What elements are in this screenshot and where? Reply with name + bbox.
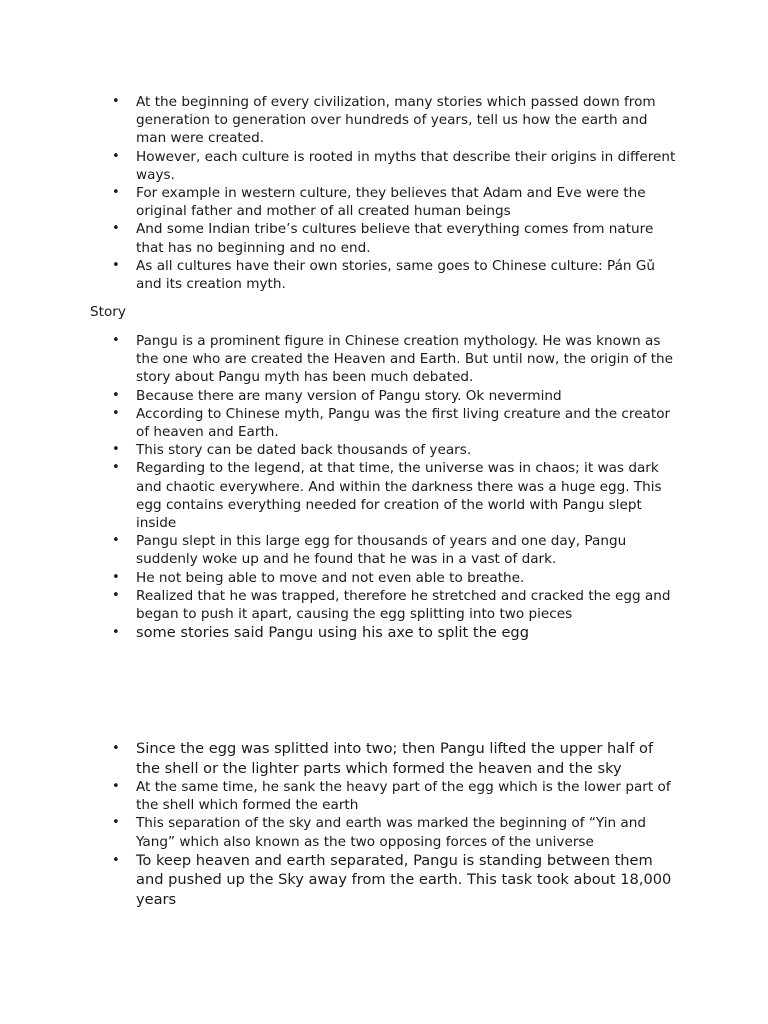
list-item-text: Since the egg was splitted into two; then Pangu lifted the upper half of the shell or the lighter parts which formed the heaven and the sky	[136, 740, 654, 777]
list-item-text: According to Chinese myth, Pangu was the first living creature and the creator of heaven and Earth.	[136, 405, 671, 441]
list-item-text: He not being able to move and not even able to breathe.	[136, 569, 525, 586]
list-item-text: As all cultures have their own stories, same goes to Chinese culture: Pán Gǔ and its creation myth.	[136, 257, 656, 293]
list-item-text: Because there are many version of Pangu story. Ok nevermind	[136, 387, 562, 404]
list-item	[0, 332, 768, 387]
bullet-icon: •	[112, 741, 120, 756]
bullet-icon: •	[112, 533, 120, 549]
list-item	[0, 441, 768, 459]
list-item-text: At the same time, he sank the heavy part of the egg which is the lower part of the shell which formed the earth	[136, 779, 671, 814]
list-item	[0, 459, 768, 532]
bullet-icon: •	[112, 779, 120, 794]
bullet-icon: •	[112, 333, 120, 348]
bullet-icon: •	[112, 94, 120, 109]
list-item-text: Pangu is a prominent figure in Chinese creation mythology. He was known as the one who are created the Heaven and Earth. But until now, the origin of the story about Pangu myth has been much debated.	[136, 333, 674, 386]
list-item	[0, 184, 768, 220]
list-item-text: To keep heaven and earth separated, Pangu is standing between them and pushed up the Sky away from the earth. This task took about 18,000 years	[136, 851, 672, 908]
list-item	[0, 148, 768, 184]
list-item-text: Regarding to the legend, at that time, the universe was in chaos; it was dark and chaotic everywhere. And within the darkness there was a huge egg. This egg contains everything needed for creation of the world with Pangu slept inside	[136, 460, 662, 532]
list-item	[0, 569, 768, 587]
list-item-text: At the beginning of every civilization, many stories which passed down from generation to generation over hundreds of years, tell us how the earth and man were created.	[136, 94, 656, 147]
list-item	[0, 623, 768, 644]
section-heading: Story	[90, 304, 126, 320]
bullet-icon: •	[112, 221, 120, 237]
story-bullet-list	[0, 332, 768, 644]
list-item-text: some stories said Pangu using his axe to split the egg	[136, 624, 529, 642]
list-item	[0, 257, 768, 293]
bullet-icon: •	[112, 257, 120, 273]
bullet-icon: •	[112, 442, 120, 458]
list-item	[0, 405, 768, 441]
later-bullet-list	[0, 739, 768, 909]
list-item	[0, 851, 768, 910]
list-item-text: And some Indian tribe’s cultures believe that everything comes from nature that has no beginning and no end.	[136, 221, 654, 256]
list-item	[0, 532, 768, 568]
bullet-icon: •	[112, 405, 120, 421]
bullet-icon: •	[112, 387, 120, 403]
list-item	[0, 739, 768, 778]
intro-bullet-list	[0, 93, 768, 293]
bullet-icon: •	[112, 185, 120, 201]
bullet-icon: •	[112, 852, 120, 868]
list-item	[0, 93, 768, 148]
bullet-icon: •	[112, 569, 120, 585]
list-item	[0, 814, 768, 850]
list-item-text: Pangu slept in this large egg for thousands of years and one day, Pangu suddenly woke up and he found that he was in a vast of dark.	[136, 533, 627, 568]
list-item	[0, 387, 768, 405]
list-item	[0, 587, 768, 623]
list-item	[0, 778, 768, 814]
bullet-icon: •	[112, 148, 120, 164]
list-item-text: Realized that he was trapped, therefore he stretched and cracked the egg and began to push it apart, causing the egg splitting into two pieces	[136, 587, 671, 623]
list-item-text: However, each culture is rooted in myths that describe their origins in different ways.	[136, 148, 676, 183]
bullet-icon: •	[112, 815, 120, 831]
list-item-text: This story can be dated back thousands of years.	[136, 442, 472, 459]
list-item	[0, 220, 768, 256]
list-item-text: This separation of the sky and earth was marked the beginning of “Yin and Yang” which also known as the two opposing forces of the universe	[136, 815, 647, 850]
list-item-text: For example in western culture, they believes that Adam and Eve were the original father and mother of all created human beings	[136, 185, 646, 220]
bullet-icon: •	[112, 460, 120, 476]
bullet-icon: •	[112, 587, 120, 603]
bullet-icon: •	[112, 625, 120, 641]
